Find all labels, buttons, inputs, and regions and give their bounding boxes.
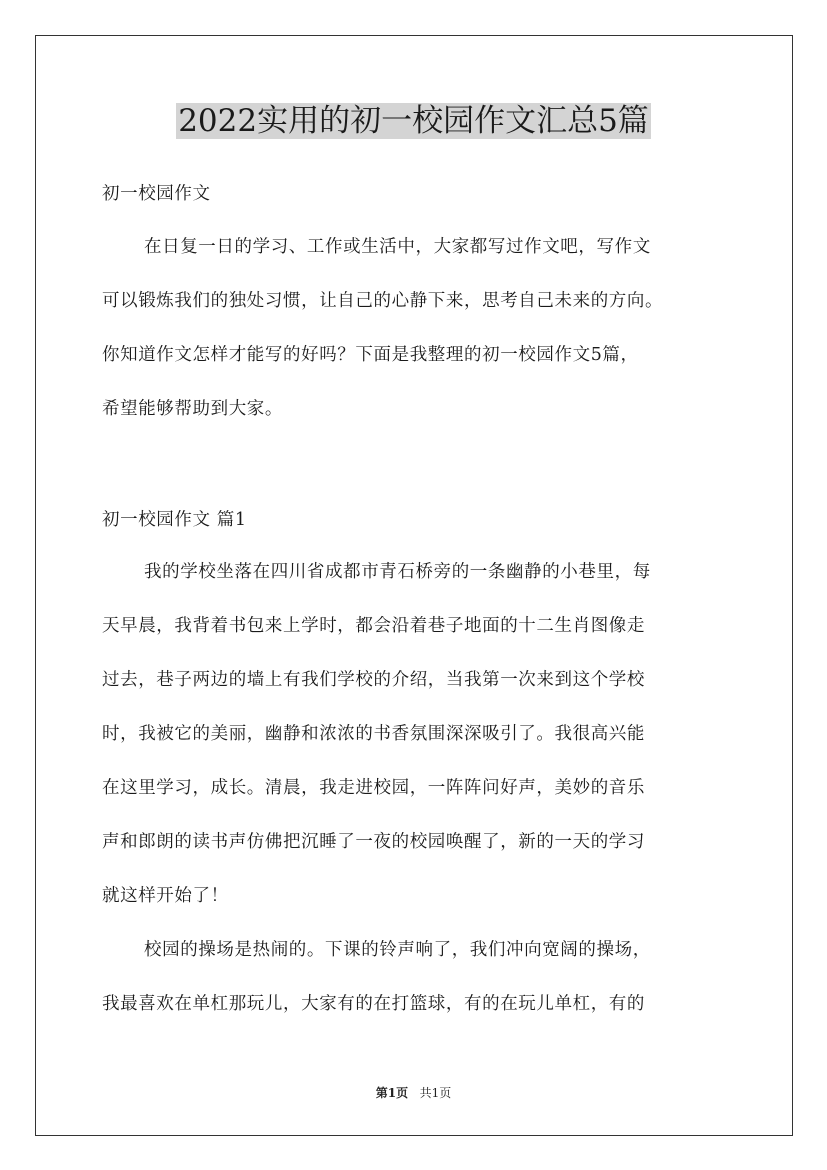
intro-heading: 初一校园作文	[102, 184, 211, 204]
section1-paragraph-1	[102, 545, 742, 923]
section1-line: 过去，巷子两边的墙上有我们学校的介绍，当我第一次来到这个学校	[102, 670, 645, 690]
intro-line: 可以锻炼我们的独处习惯，让自己的心静下来，思考自己未来的方向。	[102, 291, 664, 311]
page-number: 第1页	[375, 1086, 409, 1100]
section1-line: 天早晨，我背着书包来上学时，都会沿着巷子地面的十二生肖图像走	[102, 616, 645, 636]
document-title-text: 2022实用的初一校园作文汇总5篇	[178, 103, 649, 139]
page-total: 共1页	[419, 1086, 452, 1100]
document-title	[0, 100, 827, 142]
section1-line: 时，我被它的美丽，幽静和浓浓的书香氛围深深吸引了。我很高兴能	[102, 724, 645, 744]
section1-line: 我的学校坐落在四川省成都市青石桥旁的一条幽静的小巷里，每	[144, 562, 651, 582]
page-footer	[0, 1084, 827, 1101]
section1-line: 声和郎朗的读书声仿佛把沉睡了一夜的校园唤醒了，新的一天的学习	[102, 832, 645, 852]
intro-line: 希望能够帮助到大家。	[102, 399, 283, 419]
section1-line: 校园的操场是热闹的。下课的铃声响了，我们冲向宽阔的操场，	[144, 940, 651, 960]
section1-paragraph-2	[102, 923, 742, 1031]
section1-heading: 初一校园作文 篇1	[102, 510, 247, 530]
section1-line: 我最喜欢在单杠那玩儿，大家有的在打篮球，有的在玩儿单杠，有的	[102, 994, 645, 1014]
section1-line: 就这样开始了！	[102, 886, 229, 906]
intro-line: 你知道作文怎样才能写的好吗？下面是我整理的初一校园作文5篇，	[102, 345, 639, 365]
intro-line: 在日复一日的学习、工作或生活中，大家都写过作文吧，写作文	[144, 237, 651, 257]
intro-paragraph	[102, 220, 742, 436]
section1-line: 在这里学习，成长。清晨，我走进校园，一阵阵问好声，美妙的音乐	[102, 778, 645, 798]
